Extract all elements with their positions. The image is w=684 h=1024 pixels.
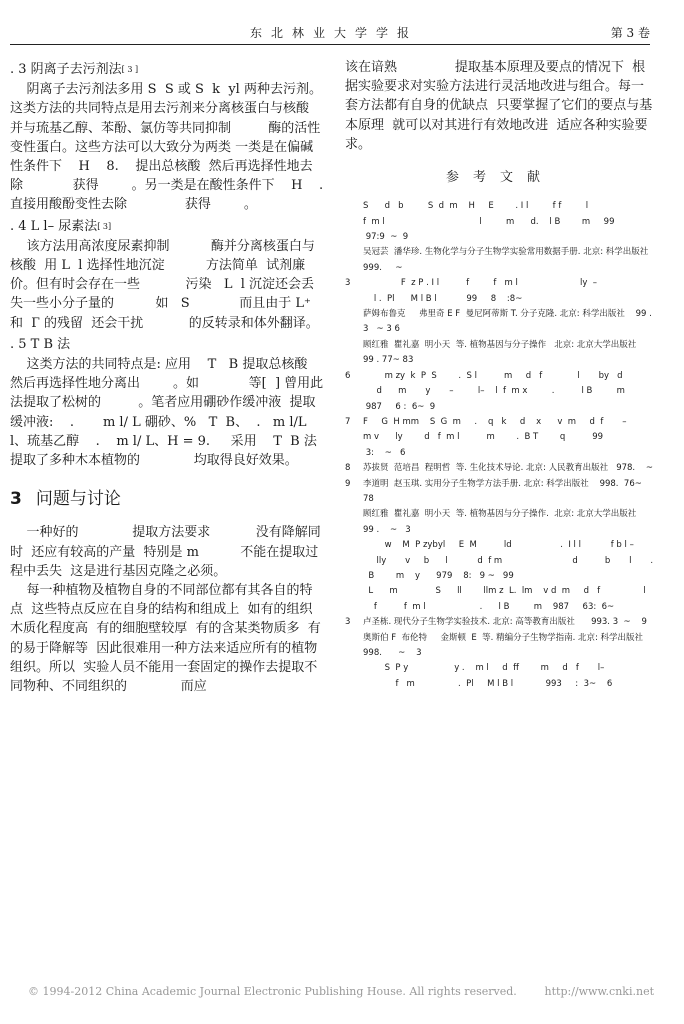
reference-item (345, 307, 655, 338)
reference-text: F z P . I l f f m l ly – l . Pl M l B l 99 8 :8~ (373, 278, 598, 304)
subsection-5-title: . 5 T B 法 (10, 336, 71, 352)
reference-text: 李道明 赵玉琪. 实用分子生物学方法手册. 北京: 科学出版社 998. 76~ 78 (363, 478, 648, 504)
reference-item (345, 661, 655, 692)
right-column (345, 58, 660, 692)
reference-item (345, 276, 655, 307)
copyright-text: © 1994-2012 China Academic Journal Electronic Publishing House. All rights reserved. (28, 985, 517, 998)
discussion-paragraph-1: 一种好的 提取方法要求 没有降解同时 还应有较高的产量 特别是 m 不能在提取过程中丢失 这是进行基因克隆之必须。 (10, 525, 321, 579)
reference-text: 卢圣栋. 现代分子生物学实验技术. 北京: 高等教育出版社 993. 3 ~ 9 (363, 617, 647, 628)
reference-item (345, 477, 655, 508)
subsection-4-citation: [ 3] (97, 221, 112, 231)
reference-text: S d b S d m H E . I l f f l f m l l m d. l B m 99 97:9 ~ 9 (363, 201, 615, 243)
discussion-continued-paragraph: 该在谙熟 提取基本原理及要点的情况下 根据实验要求对实验方法进行灵活地改进与组合。每一套方法都有自身的优缺点 只要掌握了它们的要点与基本原理 就可以对其进行有效地改进 适应各种实验要求。 (345, 60, 653, 152)
running-header (10, 20, 650, 45)
reference-number: 6 (345, 370, 351, 381)
subsection-3-paragraph: 阴离子去污剂法多用 S S 或 S k yl 两种去污剂。这类方法的共同特点是用去污剂来分离核蛋白与核酸 并与琉基乙醇、苯酚、氯仿等共同抑制 酶的活性 变性蛋白。这些方法可以大致分为两类 一类是在偏碱性条件下 H 8. 提出总核酸 然后再选择性地去除 获得 。另一类是在酸性条件下 H . 直接用酸酚变性去除 获得 。 (10, 82, 344, 213)
reference-text: S P y y . m l d ff m d f l– f m . Pl M l B l 993 : 3~ 6 (384, 663, 613, 689)
reference-item (345, 615, 655, 630)
reference-text: 萨姆布鲁克 弗里奇 E F 曼尼阿蒂斯 T. 分子克隆. 北京: 科学出版社 99 . 3 ~ 3 6 (363, 309, 655, 335)
reference-item (345, 461, 655, 476)
subsection-4-title-text: . 4 L l– 尿素法 (10, 218, 98, 234)
reference-item (345, 338, 655, 369)
reference-text: 顾红雅 瞿礼嘉 明小天 等. 植物基因与分子操作 北京: 北京大学出版社 99 . 77~ 83 (363, 339, 648, 366)
subsection-4-paragraph: 该方法用高浓度尿素抑制 酶并分离核蛋白与核酸 用 L l 选择性地沉淀 方法简单 试剂廉价。但有时会存在一些 污染 L l 沉淀还会丢失一些小分子量的 如 S 而且由于 L⁺ 和 Г 的残留 还会干扰 的反转录和体外翻译。 (10, 238, 319, 331)
reference-item (345, 369, 655, 415)
volume-label: 第 3 卷 (610, 26, 650, 40)
reference-text: F G H mm S G m . q k d x v m d f – m v ly d f m l m . B T q 99 3: ~ 6 (363, 416, 627, 458)
reference-text: 奥斯伯 F 布伦特 金斯顿 E 等. 精编分子生物学指南. 北京: 科学出版社 998. ~ 3 (363, 632, 657, 658)
reference-number: 3 (345, 278, 351, 289)
reference-number: 8 (345, 463, 351, 474)
reference-item (345, 199, 655, 245)
reference-item (345, 631, 655, 662)
subsection-3-citation: [ 3 ] (121, 65, 139, 74)
section-3-title: 问题与讨论 (35, 489, 121, 510)
cnki-link[interactable]: http://www.cnki.net (544, 985, 654, 998)
reference-text: m zy k P S . S l m d f l by d d m y – l– l f m x . l B m 987 6 : 6~ 9 (365, 370, 625, 412)
reference-item (345, 245, 660, 276)
reference-item (345, 507, 655, 538)
left-column (10, 58, 344, 696)
subsection-3-title (10, 60, 325, 79)
reference-number: 9 (345, 478, 351, 489)
reference-number: 3 (345, 617, 351, 628)
section-3-number: 3 (10, 489, 22, 510)
reference-number: 7 (345, 416, 351, 427)
reference-text: 苏拔贤 范培昌 程明哲 等. 生化技术导论. 北京: 人民教育出版社 978. ~ (363, 463, 654, 474)
subsection-4-title (10, 217, 325, 236)
reference-text: 顾红雅 瞿礼嘉 明小天 等. 植物基因与分子操作. 北京: 北京大学出版社 99 . ~ 3 (363, 509, 648, 535)
subsection-5-paragraph: 这类方法的共同特点是: 应用 T B 提取总核酸 然后再选择性地分离出 。如 等[ ] 曾用此法提取了松树的 。笔者应用硼砂作缓冲液 提取缓冲液: . m l/ L 硼砂、% T B、 . m l/L l、琉基乙醇 . m l/ L、H = 9. 采用 T B 法提取了多种木本植物的 均取得良好效果。 (10, 357, 336, 469)
journal-name: 东北林业大学学报 (250, 26, 419, 40)
reference-text: w M P zybyl E M ld . I l l f b l – lly v b l d f m d b l . B m y 979 8: 9 ~ 99 (368, 540, 654, 581)
discussion-paragraph-2: 每一种植物及植物自身的不同部位都有其各自的特点 这些特点反应在自身的结构和组成上 如有的组织木质化程度高 有的细胞壁较厚 有的含某类物质多 有的易于降解等 因此很难用一种方法来适应所有的植物组织。所以 实验人员不能用一套固定的操作去提取不同物种、不同组织的 而应 (10, 583, 321, 695)
references-list (345, 199, 660, 692)
reference-item (345, 415, 655, 461)
reference-item (345, 538, 655, 584)
subsection-3-title-text: . 3 阴离子去污剂法 (10, 62, 122, 77)
reference-item (345, 584, 655, 615)
reference-text: L m S ll llm z L. lm v d m d f l f f m l . l B m 987 63: 6~ (368, 586, 646, 612)
references-heading: 参考文献 (445, 170, 554, 186)
reference-text: 吴冠芸 潘华珍. 生物化学与分子生物学实验常用数据手册. 北京: 科学出版社 999. ~ (363, 247, 660, 273)
section-3-heading (10, 490, 325, 509)
